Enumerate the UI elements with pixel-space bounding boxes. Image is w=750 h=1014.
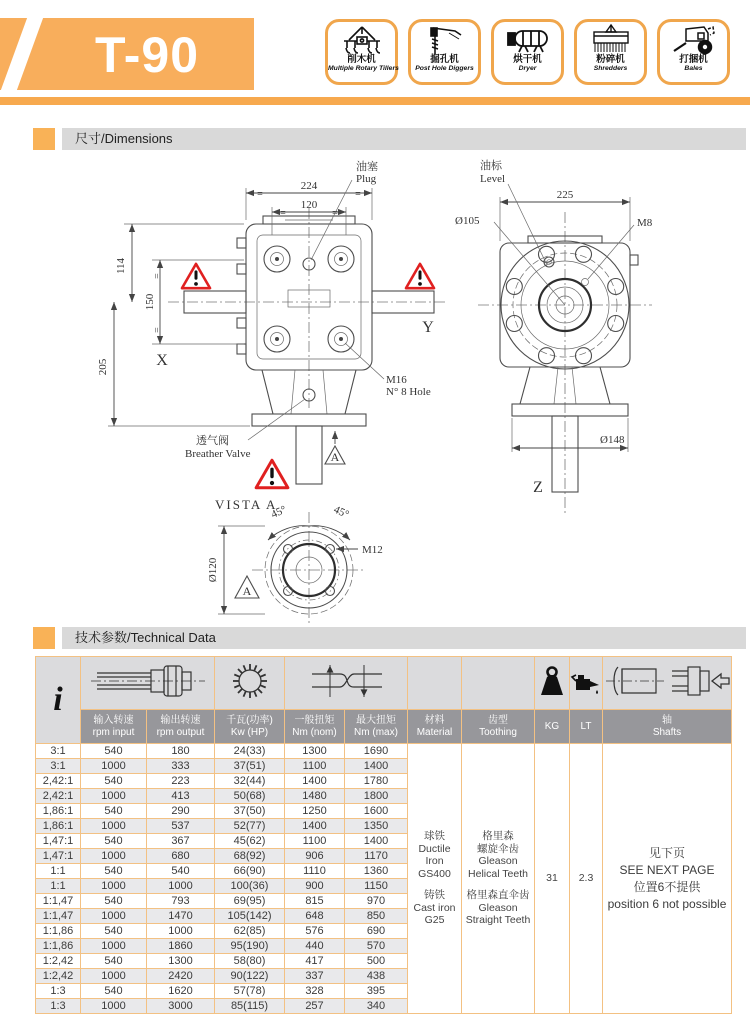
table-cell: 1000	[81, 939, 147, 954]
table-cell: 540	[81, 744, 147, 759]
table-cell: 3000	[147, 999, 215, 1014]
table-cell: 1:1,47	[36, 894, 81, 909]
dim-205: 205	[97, 358, 109, 376]
table-cell: 1:3	[36, 999, 81, 1014]
table-cell: 1000	[81, 819, 147, 834]
material-cell: 球铁 Ductile Iron GS400 铸铁 Cast iron G25	[408, 744, 462, 1014]
section-title: 尺寸/Dimensions	[62, 128, 746, 150]
table-cell: 540	[81, 924, 147, 939]
power-icon-cell	[215, 657, 285, 710]
tech-table-body	[36, 744, 732, 1014]
table-cell: 1000	[81, 969, 147, 984]
table-cell: 367	[147, 834, 215, 849]
table-cell: 333	[147, 759, 215, 774]
dim-225: 225	[556, 189, 574, 201]
table-cell: 1250	[285, 804, 345, 819]
table-cell: 2,42:1	[36, 789, 81, 804]
table-cell: 793	[147, 894, 215, 909]
product-box-bales	[657, 19, 730, 85]
table-cell: 395	[345, 984, 408, 999]
table-cell: 37(51)	[215, 759, 285, 774]
table-cell: 1620	[147, 984, 215, 999]
table-cell: 1000	[147, 924, 215, 939]
product-label-en: Bales	[684, 65, 703, 72]
dia-105-label: Ø105	[455, 215, 480, 227]
table-cell: 1:1	[36, 864, 81, 879]
table-cell: 1100	[285, 834, 345, 849]
table-cell: 328	[285, 984, 345, 999]
torque-icon-cell	[285, 657, 408, 710]
shafts-icon-cell	[603, 657, 732, 710]
table-cell: 1300	[285, 744, 345, 759]
plug-label-zh: 油塞	[356, 161, 378, 173]
table-cell: 576	[285, 924, 345, 939]
table-cell: 1400	[345, 759, 408, 774]
dim-114: 114	[115, 257, 127, 275]
oil-can-icon	[570, 666, 602, 696]
table-cell: 1000	[81, 999, 147, 1014]
dim-150: 150	[144, 293, 156, 311]
table-cell: 1860	[147, 939, 215, 954]
col-header-nm-max: 最大扭矩 Nm (max)	[345, 710, 408, 744]
oil-icon-cell	[570, 657, 603, 710]
product-label-zh: 削木机	[347, 54, 376, 65]
table-cell: 290	[147, 804, 215, 819]
col-header-toothing: 齿型 Toothing	[462, 710, 535, 744]
table-cell: 900	[285, 879, 345, 894]
angle-right-label: 45°	[331, 503, 351, 521]
warning-triangle-icon	[256, 460, 288, 488]
table-cell: 850	[345, 909, 408, 924]
axis-z-label: Z	[533, 479, 543, 496]
label-header-row	[36, 710, 732, 744]
kg-value-cell: 31	[535, 744, 570, 1014]
table-cell: 100(36)	[215, 879, 285, 894]
table-cell: 906	[285, 849, 345, 864]
axis-x-label: X	[156, 352, 168, 369]
section-accent-square	[33, 627, 55, 649]
product-box-shredders	[574, 19, 647, 85]
table-cell: 417	[285, 954, 345, 969]
col-header-nm-nom: 一般扭矩 Nm (nom)	[285, 710, 345, 744]
front-view	[97, 159, 448, 488]
table-cell: 540	[147, 864, 215, 879]
equals-mark: =	[257, 189, 263, 200]
brand-slash-decoration	[1, 18, 43, 90]
product-box-dryer	[491, 19, 564, 85]
equals-mark: =	[355, 189, 361, 200]
product-label-en: Post Hole Diggers	[415, 65, 474, 72]
material-icon-cell	[408, 657, 462, 710]
table-cell: 1,47:1	[36, 834, 81, 849]
col-header-material: 材料 Material	[408, 710, 462, 744]
shaft-speed-icon-cell	[81, 657, 215, 710]
table-cell: 340	[345, 999, 408, 1014]
toothing-cell: 格里森 螺旋伞齿 Gleason Helical Teeth 格里森直伞齿 Gleason Straight Teeth	[462, 744, 535, 1014]
table-cell: 1780	[345, 774, 408, 789]
section-accent-square	[33, 128, 55, 150]
table-cell: 1000	[147, 879, 215, 894]
table-cell: 1:2,42	[36, 954, 81, 969]
m8-hole	[582, 279, 589, 286]
dia-120-label: Ø120	[207, 557, 219, 583]
table-cell: 648	[285, 909, 345, 924]
weight-icon	[537, 664, 567, 698]
product-label-zh: 打捆机	[679, 54, 708, 65]
table-cell: 1400	[345, 834, 408, 849]
weight-icon-cell	[535, 657, 570, 710]
torque-icon	[306, 659, 386, 703]
table-cell: 1,47:1	[36, 849, 81, 864]
table-cell: 1470	[147, 909, 215, 924]
table-cell: 1000	[81, 909, 147, 924]
table-cell: 69(95)	[215, 894, 285, 909]
icon-header-row	[36, 657, 732, 710]
table-cell: 337	[285, 969, 345, 984]
shafts-note-cell: 见下页 SEE NEXT PAGE 位置6不提供 position 6 not possible	[603, 744, 732, 1014]
axis-y-label: Y	[422, 319, 434, 336]
table-cell: 62(85)	[215, 924, 285, 939]
equals-mark: =	[280, 208, 286, 219]
view-mark-a: A	[330, 450, 340, 464]
table-cell: 180	[147, 744, 215, 759]
equals-mark: =	[332, 208, 338, 219]
col-header-shafts: 轴 Shafts	[603, 710, 732, 744]
col-header-rpm-output: 输出转速 rpm output	[147, 710, 215, 744]
table-cell: 68(92)	[215, 849, 285, 864]
table-cell: 2420	[147, 969, 215, 984]
product-label-zh: 粉碎机	[596, 54, 625, 65]
table-cell: 1000	[81, 789, 147, 804]
equals-mark: =	[152, 327, 163, 333]
equals-mark: =	[152, 273, 163, 279]
table-cell: 815	[285, 894, 345, 909]
dim-224: 224	[300, 180, 318, 192]
product-box-post-hole-diggers	[408, 19, 481, 85]
baler-icon	[672, 25, 716, 55]
warning-triangle-icon	[182, 264, 210, 288]
ratio-symbol-cell: i	[36, 657, 81, 744]
table-cell: 540	[81, 984, 147, 999]
table-cell: 438	[345, 969, 408, 984]
table-cell: 1800	[345, 789, 408, 804]
table-cell: 1110	[285, 864, 345, 879]
table-cell: 57(78)	[215, 984, 285, 999]
table-cell: 1,86:1	[36, 819, 81, 834]
table-cell: 1,86:1	[36, 804, 81, 819]
breather-label-zh: 透气阀	[196, 435, 229, 447]
dimensions-drawing	[0, 152, 750, 622]
table-cell: 105(142)	[215, 909, 285, 924]
model-title: T-90	[94, 27, 200, 83]
table-cell: 1480	[285, 789, 345, 804]
level-label-en: Level	[480, 173, 506, 185]
vista-a-view	[207, 497, 383, 624]
bolt-holes-label: N° 8 Hole	[386, 386, 431, 398]
table-cell: 1170	[345, 849, 408, 864]
table-cell: 1:1	[36, 879, 81, 894]
table-cell: 90(122)	[215, 969, 285, 984]
table-cell: 1000	[81, 759, 147, 774]
view-mark-a: A	[242, 584, 252, 598]
product-label-zh: 烘干机	[513, 54, 542, 65]
angle-left-label: 45°	[269, 503, 289, 521]
table-cell: 1100	[285, 759, 345, 774]
table-cell: 540	[81, 804, 147, 819]
table-cell: 50(68)	[215, 789, 285, 804]
table-cell: 440	[285, 939, 345, 954]
gear-icon	[228, 659, 272, 703]
table-cell: 3:1	[36, 759, 81, 774]
dryer-icon	[506, 25, 550, 55]
table-cell: 32(44)	[215, 774, 285, 789]
table-cell: 1150	[345, 879, 408, 894]
product-label-en: Shredders	[593, 65, 628, 72]
table-cell: 1:2,42	[36, 969, 81, 984]
shredder-icon	[589, 25, 633, 55]
table-cell: 1:1,86	[36, 939, 81, 954]
table-cell: 413	[147, 789, 215, 804]
breather-label-en: Breather Valve	[185, 448, 251, 460]
toothing-icon-cell	[462, 657, 535, 710]
col-header-kg: KG	[535, 710, 570, 744]
table-cell: 540	[81, 834, 147, 849]
product-label-en: Dryer	[518, 65, 537, 72]
side-view	[455, 158, 653, 514]
m8-label: M8	[637, 217, 653, 229]
rotary-tillers-icon	[342, 25, 382, 55]
table-cell: 540	[81, 954, 147, 969]
table-cell: 257	[285, 999, 345, 1014]
table-cell: 1:1,47	[36, 909, 81, 924]
warning-triangle-icon	[406, 264, 434, 288]
table-cell: 570	[345, 939, 408, 954]
table-cell: 500	[345, 954, 408, 969]
col-header-rpm-input: 输入转速 rpm input	[81, 710, 147, 744]
table-cell: 1360	[345, 864, 408, 879]
technical-data-table	[35, 656, 732, 1014]
level-label-zh: 油标	[480, 160, 502, 172]
table-cell: 2,42:1	[36, 774, 81, 789]
brand-banner	[0, 18, 254, 90]
table-cell: 537	[147, 819, 215, 834]
shafts-icon	[604, 659, 730, 703]
table-cell: 52(77)	[215, 819, 285, 834]
header-divider	[0, 97, 750, 105]
table-cell: 1600	[345, 804, 408, 819]
table-cell: 1690	[345, 744, 408, 759]
table-cell: 58(80)	[215, 954, 285, 969]
pto-shaft-icon	[89, 661, 207, 701]
table-cell: 85(115)	[215, 999, 285, 1014]
section-title: 技术参数/Technical Data	[62, 627, 746, 649]
lt-value-cell: 2.3	[570, 744, 603, 1014]
table-cell: 970	[345, 894, 408, 909]
product-label-en: Multiple Rotary Tillers	[328, 65, 399, 72]
table-cell: 1300	[147, 954, 215, 969]
table-cell: 95(190)	[215, 939, 285, 954]
product-label-zh: 掘孔机	[430, 54, 459, 65]
table-cell: 540	[81, 894, 147, 909]
m12-label: M12	[362, 544, 383, 556]
table-cell: 1:3	[36, 984, 81, 999]
bottom-shaft	[296, 426, 322, 484]
table-cell: 1000	[81, 849, 147, 864]
bolt-spec-label: M16	[386, 374, 407, 386]
table-cell: 1400	[285, 819, 345, 834]
table-cell: 3:1	[36, 744, 81, 759]
vista-a-title: VISTA A	[215, 497, 278, 512]
plug-label-en: Plug	[356, 173, 377, 185]
table-cell: 24(33)	[215, 744, 285, 759]
table-row	[36, 744, 732, 759]
table-cell: 680	[147, 849, 215, 864]
table-cell: 540	[81, 774, 147, 789]
post-hole-digger-icon	[425, 25, 465, 55]
table-cell: 223	[147, 774, 215, 789]
table-cell: 66(90)	[215, 864, 285, 879]
dia-148-label: Ø148	[600, 434, 625, 446]
table-cell: 1400	[285, 774, 345, 789]
table-cell: 37(50)	[215, 804, 285, 819]
table-cell: 45(62)	[215, 834, 285, 849]
product-box-rotary-tillers	[325, 19, 398, 85]
table-cell: 690	[345, 924, 408, 939]
col-header-kw: 千瓦(功率) Kw (HP)	[215, 710, 285, 744]
table-cell: 1000	[81, 879, 147, 894]
table-cell: 540	[81, 864, 147, 879]
dim-120: 120	[300, 199, 318, 211]
table-cell: 1:1,86	[36, 924, 81, 939]
col-header-lt: LT	[570, 710, 603, 744]
table-cell: 1350	[345, 819, 408, 834]
